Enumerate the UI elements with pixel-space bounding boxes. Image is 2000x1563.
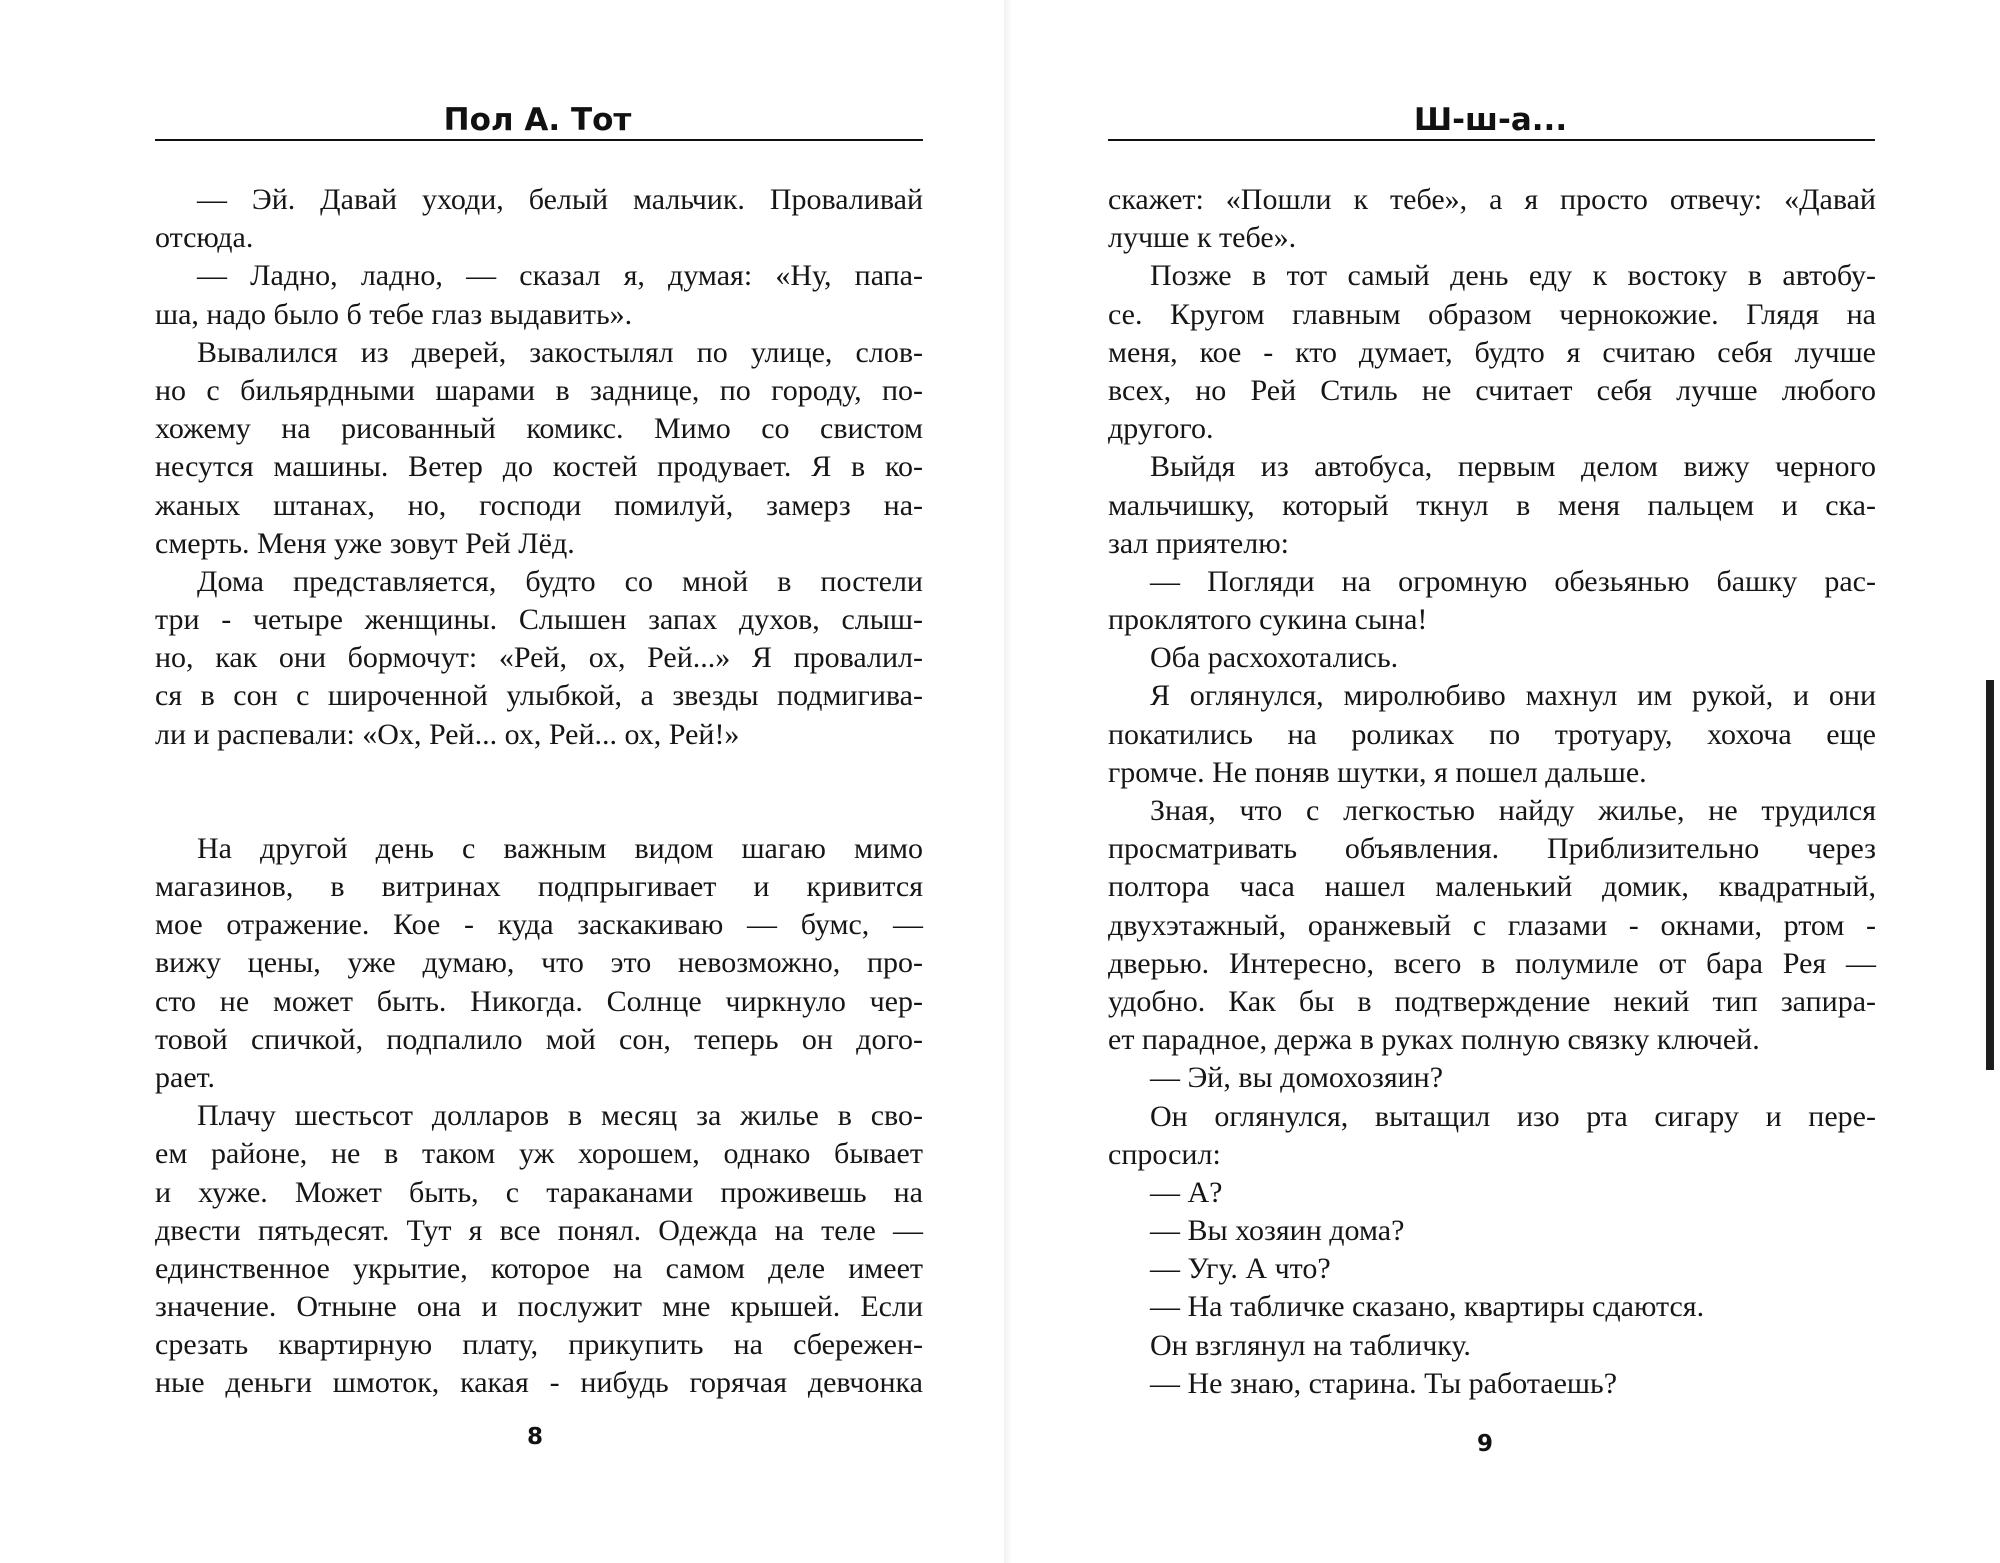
header-rule <box>1108 139 1875 141</box>
section-break <box>155 754 923 830</box>
text-line: меня, кое - кто думает, будто я считаю себя лучше <box>1108 335 1876 369</box>
text-line: ли и распевали: «Ох, Рей... ох, Рей... ох, Рей!» <box>155 717 740 751</box>
text-line: жаных штанах, но, господи помилуй, замерз на- <box>155 488 923 522</box>
text-line: Зная, что с легкостью найду жилье, не трудился <box>1150 794 1876 827</box>
text-line: отсюда. <box>155 221 254 255</box>
text-line: другого. <box>1108 412 1214 446</box>
text-line: Он оглянулся, вытащил изо рта сигару и пере- <box>1150 1099 1876 1133</box>
text-line: — Погляди на огромную обезьянью башку рас- <box>1150 564 1876 598</box>
text-line: се. Кругом главным образом чернокожие. Глядя на <box>1108 297 1876 331</box>
text-line: — Вы хозяин дома? <box>1150 1214 1405 1248</box>
text-line: дверью. Интересно, всего в полумиле от бара Рея — <box>1108 946 1876 980</box>
text-line: ет парадное, держа в руках полную связку ключей. <box>1108 1023 1760 1057</box>
text-line: смерть. Меня уже зовут Рей Лёд. <box>155 526 575 560</box>
text-line: три - четыре женщины. Слышен запах духов, слыш- <box>155 603 923 637</box>
text-line: На другой день с важным видом шагаю мимо <box>197 831 923 865</box>
text-line: Дома представляется, будто со мной в постели <box>197 564 923 598</box>
text-line: Он взглянул на табличку. <box>1150 1328 1471 1362</box>
text-line: всех, но Рей Стиль не считает себя лучше любого <box>1108 373 1876 407</box>
text-line: двести пятьдесят. Тут я все понял. Одежда на теле — <box>155 1213 923 1247</box>
text-line: удобно. Как бы в подтверждение некий тип запира- <box>1108 984 1876 1018</box>
text-line: зал приятелю: <box>1108 526 1289 560</box>
text-line: единственное укрытие, которое на самом деле имеет <box>155 1251 923 1285</box>
text-line: мальчишку, который ткнул в меня пальцем и ска- <box>1108 488 1876 522</box>
text-line: и хуже. Может быть, с тараканами проживешь на <box>155 1175 923 1209</box>
text-line: Выйдя из автобуса, первым делом вижу черного <box>1150 450 1876 484</box>
text-line: магазинов, в витринах подпрыгивает и кривится <box>155 870 923 903</box>
running-head-title: Ш-ш-а... <box>1413 102 1568 138</box>
text-line: двухэтажный, оранжевый с глазами - окнами, ртом - <box>1108 908 1876 942</box>
text-line: ся в сон с широченной улыбкой, а звезды подмигива- <box>155 679 923 713</box>
text-line: скажет: «Пошли к тебе», а я просто отвечу: «Давай <box>1108 183 1876 216</box>
text-line: — Эй, вы домохозяин? <box>1150 1061 1444 1095</box>
text-line: Позже в тот самый день еду к востоку в автобу- <box>1150 259 1876 293</box>
text-line: хожему на рисованный комикс. Мимо со свистом <box>155 412 923 446</box>
text-line: ные деньги шмоток, какая - нибудь горячая девчонка <box>155 1366 923 1400</box>
text-line: — Угу. А что? <box>1150 1252 1331 1286</box>
text-line: но, как они бормочут: «Рей, ох, Рей...» Я провалил- <box>155 641 923 675</box>
page-edge-mark <box>1986 680 1994 1070</box>
running-head-author: Пол А. Тот <box>443 102 632 138</box>
text-line: — Ладно, ладно, — сказал я, думая: «Ну, папа- <box>197 259 923 293</box>
text-line: ша, надо было б тебе глаз выдавить». <box>155 297 633 331</box>
text-line: срезать квартирную плату, прикупить на сбережен- <box>155 1328 923 1362</box>
text-line: несутся машины. Ветер до костей продувает. Я в ко- <box>155 450 923 484</box>
header-rule <box>155 139 923 141</box>
text-line: мое отражение. Кое - куда заскакиваю — бумс, — <box>155 908 923 942</box>
page-number: 8 <box>526 1424 543 1450</box>
text-line: сто не может быть. Никогда. Солнце чиркнуло чер- <box>155 984 923 1018</box>
text-line: покатились на роликах по тротуару, хохоча еще <box>1108 717 1876 751</box>
body-text <box>155 181 923 1403</box>
text-line: — А? <box>1150 1175 1223 1209</box>
text-line: вижу цены, уже думаю, что это невозможно, про- <box>155 946 923 980</box>
text-line: громче. Не поняв шутки, я пошел дальше. <box>1108 755 1647 789</box>
text-line: полтора часа нашел маленький домик, квадратный, <box>1108 870 1876 904</box>
text-line: товой спичкой, подпалило мой сон, теперь он дого- <box>155 1022 923 1056</box>
text-line: спросил: <box>1108 1137 1221 1171</box>
text-line: — Эй. Давай уходи, белый мальчик. Проваливай <box>197 183 923 216</box>
body-text <box>1108 181 1876 1403</box>
text-line: Я оглянулся, миролюбиво махнул им рукой, и они <box>1150 679 1876 713</box>
text-line: — Не знаю, старина. Ты работаешь? <box>1150 1366 1618 1400</box>
text-line: проклятого сукина сына! <box>1108 603 1428 637</box>
text-line: рает. <box>155 1060 215 1094</box>
text-line: значение. Отныне она и послужит мне крышей. Если <box>155 1290 923 1324</box>
right-page <box>1000 0 2000 1563</box>
text-line: Плачу шестьсот долларов в месяц за жилье в сво- <box>197 1099 923 1133</box>
text-line: просматривать объявления. Приблизительно через <box>1108 832 1876 866</box>
text-line: но с бильярдными шарами в заднице, по городу, по- <box>155 373 923 407</box>
text-line: — На табличке сказано, квартиры сдаются. <box>1150 1290 1705 1324</box>
page-number: 9 <box>1476 1431 1493 1457</box>
text-line: Оба расхохотались. <box>1150 641 1399 675</box>
text-line: лучше к тебе». <box>1108 221 1297 255</box>
text-line: Вывалился из дверей, закостылял по улице, слов- <box>197 335 923 369</box>
text-line: ем районе, не в таком уж хорошем, однако бывает <box>155 1137 923 1171</box>
